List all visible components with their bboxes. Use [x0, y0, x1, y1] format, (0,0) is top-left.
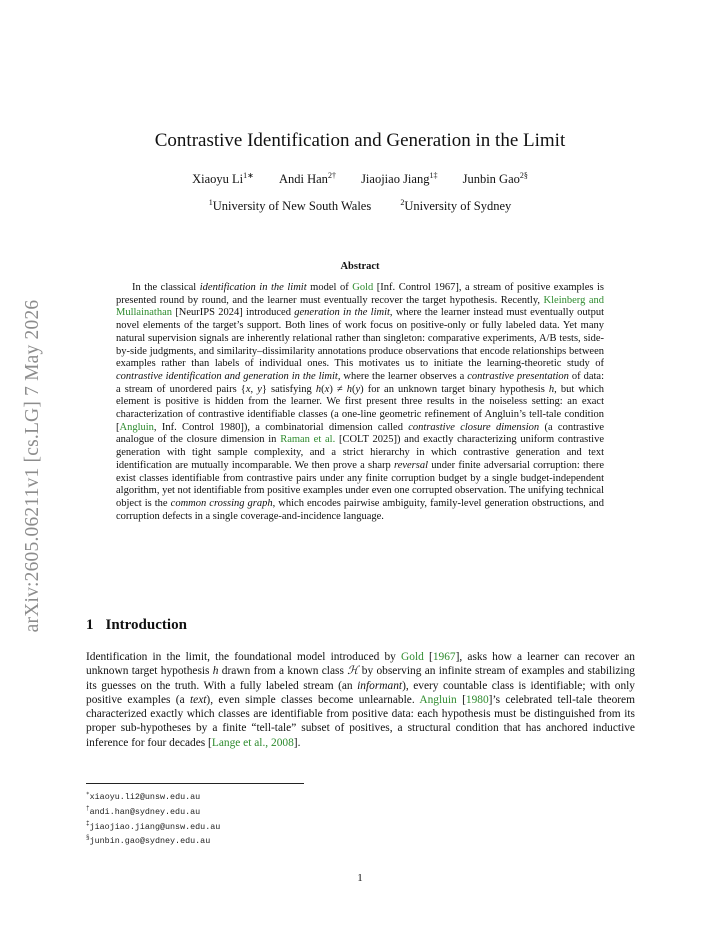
- author: [279, 172, 336, 186]
- text-run: [COLT 2025]) and exactly characterizing uniform contrastive generation with tight sample complexity, and a strict hierarchy in which contrastive generation and text identification are mutually incomparable. We then prove a sharp: [116, 434, 604, 471]
- author-marks: 2§: [519, 171, 528, 180]
- emphasized-text: ℋ: [347, 665, 359, 678]
- author: [463, 172, 528, 186]
- section-number: 1: [86, 617, 94, 633]
- text-run: , Inf. Control 1980]), a combinatorial dimension called: [153, 421, 409, 433]
- emphasized-text: h: [315, 383, 322, 395]
- text-run: [Inf. Control 1967], a stream of positive examples is presented round by round, and the learner must eventually recover the target hypothesis. Recently,: [116, 282, 605, 306]
- author-name: Andi Han: [278, 172, 328, 187]
- affiliation-name: University of New South Wales: [212, 199, 372, 214]
- citation-link[interactable]: Angluin: [419, 693, 457, 706]
- section-title: Introduction: [105, 617, 187, 633]
- author-list: [0, 171, 720, 187]
- author-name: Jiaojiao Jiang: [361, 172, 430, 187]
- text-run: ) for an unknown target binary hypothesis: [360, 383, 549, 395]
- footnote: [86, 788, 220, 803]
- arxiv-stamp: [18, 262, 48, 670]
- emphasized-text: y: [257, 383, 262, 395]
- footnote: [86, 832, 220, 847]
- author: [192, 172, 254, 186]
- author-marks: 1∗: [243, 171, 254, 180]
- paper-title: Contrastive Identification and Generation in the Limit: [154, 130, 566, 151]
- text-run: ].: [293, 736, 301, 749]
- emphasized-text: y: [355, 383, 361, 395]
- text-run: by observing an infinite stream of examples and stabilizing its guesses on the truth. With a fully labeled stream (an: [86, 665, 635, 692]
- affiliation-mark: 2: [400, 198, 405, 207]
- text-run: ]’s celebrated tell-tale theorem characterized exactly which classes are identifiable from positive data: each hypothesis must be distinguished from its proper sub-hypotheses by a finite “tell-tale” subset of positives, a structural condition that has anchored inductive inference for four decades [: [86, 693, 635, 749]
- citation-link[interactable]: Kleinberg and Mullainathan: [116, 294, 604, 319]
- emphasized-text: h: [548, 383, 555, 395]
- emphasized-text: h: [212, 665, 219, 678]
- citation-link[interactable]: 1967: [432, 651, 456, 663]
- citation-link[interactable]: Gold: [401, 651, 424, 663]
- footnote-mark: ∗: [86, 790, 90, 797]
- citation-link[interactable]: Raman et al.: [280, 434, 336, 446]
- emphasized-text: identification in the limit: [199, 282, 307, 293]
- emphasized-text: x: [324, 383, 330, 395]
- footnote-email: andi.han@sydney.edu.au: [89, 806, 201, 817]
- text-run: model of: [306, 282, 353, 293]
- footnote-email: xiaoyu.li2@unsw.edu.au: [89, 791, 201, 802]
- emphasized-text: informant: [357, 679, 403, 692]
- text-run: , where the learner observes a: [337, 370, 468, 382]
- author-name: Junbin Gao: [462, 172, 520, 187]
- footnote: [86, 803, 220, 818]
- text-run: under finite adversarial corruption: there exist classes identifiable from contrastive pairs under any finite corruption budget by a single budget-independent algorithm, yet not identifiable from positive examples under even one corrupted observation. The unifying technical object is the: [116, 459, 604, 509]
- page-number: 1: [357, 872, 363, 884]
- text-run: (: [321, 383, 325, 395]
- emphasized-text: h: [346, 383, 352, 395]
- section-heading: [86, 617, 187, 634]
- text-run: (: [351, 383, 356, 395]
- author-name: Xiaoyu Li: [192, 172, 244, 187]
- text-run: ) ≠: [329, 383, 347, 395]
- text-run: , which encodes pairwise ambiguity, family-level generation obstructions, and corruption defects in a single coverage-and-incidence language.: [116, 497, 604, 522]
- citation-link[interactable]: Angluin: [119, 421, 154, 433]
- affiliation: [209, 199, 371, 213]
- text-run: ), every countable class is identifiable; with only positive examples (a: [86, 679, 635, 706]
- emphasized-text: common crossing graph: [170, 497, 273, 509]
- text-run: ), even simple classes become unlearnable.: [206, 693, 420, 706]
- text-run: In the classical: [132, 282, 200, 293]
- author: [361, 172, 437, 186]
- text-run: } satisfying: [261, 383, 316, 395]
- affiliation: [400, 199, 511, 213]
- footnote: [86, 818, 220, 833]
- author-marks: 1‡: [429, 171, 438, 180]
- text-run: [: [423, 651, 433, 663]
- footnote-mark: ‡: [86, 819, 90, 827]
- text-run: ,: [250, 383, 258, 395]
- citation-link[interactable]: Gold: [352, 282, 374, 293]
- footnote-email: junbin.gao@sydney.edu.au: [89, 836, 211, 847]
- text-run: Identification in the limit, the foundational model introduced by: [86, 651, 402, 663]
- emphasized-text: contrastive presentation: [467, 370, 569, 382]
- text-run: , where the learner instead must eventually output novel elements of the target’s support. Both lines of work focus on positive-only or fully labeled data. Yet many natural supervision signals are inherently relational rather than singleton: comparative experiments, A/B tests, side-by-side judgments, and similarity–dissimilarity annotations produce observations that encode relationships between examples rather than labels of individual ones. This motivates us to initiate the learning-theoretic study of: [116, 307, 604, 370]
- arxiv-id: arXiv:2605.06211v1 [cs.LG] 7 May 2026: [22, 299, 43, 633]
- emphasized-text: text: [189, 693, 207, 706]
- affiliation-list: [0, 198, 720, 214]
- footnote-email: jiaojiao.jiang@unsw.edu.au: [89, 821, 221, 832]
- footnote-divider: [86, 783, 304, 784]
- footnote-mark: †: [86, 804, 90, 812]
- emphasized-text: contrastive closure dimension: [408, 421, 540, 433]
- affiliation-name: University of Sydney: [404, 199, 512, 214]
- text-run: of data: a stream of unordered pairs {: [116, 370, 604, 395]
- text-run: drawn from a known class: [218, 665, 348, 678]
- footnotes: [86, 788, 220, 847]
- text-run: , but which element is positive is hidden from the learner. We first present three results in the noiseless setting: an exact characterization of contrastive identifiable classes (a one-line geometric refinement of Angluin’s tell-tale condition [: [116, 383, 604, 433]
- text-run: [NeurIPS 2024] introduced: [172, 307, 295, 319]
- citation-link[interactable]: Lange et al., 2008: [211, 736, 294, 749]
- emphasized-text: contrastive identification and generation in the limit: [116, 370, 338, 382]
- author-marks: 2†: [327, 171, 336, 180]
- footnote-mark: §: [86, 834, 90, 842]
- citation-link[interactable]: 1980: [465, 693, 489, 706]
- text-run: (a contrastive analogue of the closure dimension in: [116, 421, 604, 446]
- affiliation-mark: 1: [208, 198, 213, 207]
- abstract-heading: Abstract: [340, 261, 380, 272]
- emphasized-text: x: [245, 383, 251, 395]
- abstract-body: [116, 282, 604, 523]
- emphasized-text: reversal: [394, 459, 429, 471]
- text-run: [: [456, 693, 466, 706]
- text-run: ], asks how a learner can recover an unknown target hypothesis: [86, 651, 635, 678]
- intro-paragraph: [86, 650, 635, 750]
- emphasized-text: generation in the limit: [294, 307, 390, 319]
